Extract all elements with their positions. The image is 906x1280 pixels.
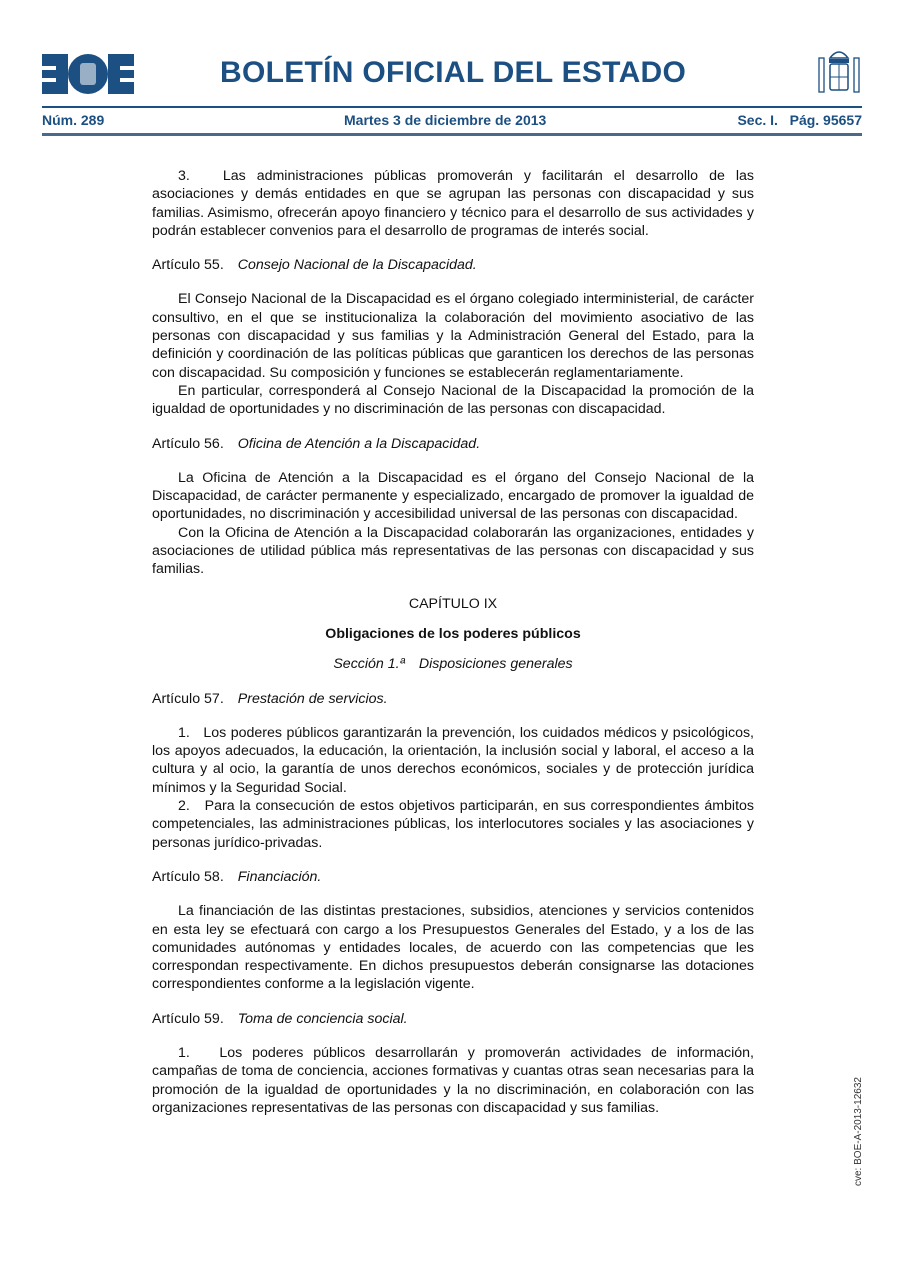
section-label: Sección 1.ª bbox=[333, 656, 405, 673]
article-label: Artículo 59. bbox=[152, 1010, 224, 1027]
document-body bbox=[152, 167, 758, 1117]
article-59-paragraph-1: 1. Los poderes públicos desarrollarán y promoverán actividades de información, campañas de toma de conciencia, acciones formativas y cuantas otras sean necesarias para la promoción de la igualdad de oportunidades y la no discriminación, en colaboración con las organizaciones representativas de las personas con discapacidad y sus familias. bbox=[152, 1044, 758, 1116]
article-label: Artículo 56. bbox=[152, 435, 224, 452]
article-57-paragraph-2: 2. Para la consecución de estos objetivos participarán, en sus correspondientes ámbitos competenciales, las administraciones públicas, los interlocutores sociales y las asociaciones y personas jurídico-privadas. bbox=[152, 798, 758, 851]
article-label: Artículo 58. bbox=[152, 868, 224, 885]
page-header bbox=[42, 44, 862, 136]
article-57-heading bbox=[152, 690, 754, 708]
article-57-paragraph-1: 1. Los poderes públicos garantizarán la prevención, los cuidados médicos y psicológicos, los apoyos adecuados, la educación, la orientación, la inclusión social y laboral, el acceso a la cultura y al ocio, la garantía de unos derechos económicos, sociales y de protección jurídica mínimos y la Seguridad Social. bbox=[152, 724, 758, 796]
boe-logo-icon bbox=[42, 54, 134, 94]
issue-number: Núm. 289 bbox=[42, 112, 105, 128]
article-title: Financiación. bbox=[237, 868, 322, 885]
article-58-paragraph-1: La financiación de las distintas prestaciones, subsidios, atenciones y servicios contenidos en esta ley se efectuará con cargo a los Presupuestos Generales del Estado, y a los de las comunidades autónomas y entidades locales, de acuerdo con las competencias que les correspondan respectivamente. En dichos presupuestos deberán consignarse las dotaciones correspondientes conforme a la legislación vigente. bbox=[152, 903, 754, 993]
article-title: Consejo Nacional de la Discapacidad. bbox=[237, 257, 477, 274]
article-title: Prestación de servicios. bbox=[237, 690, 388, 707]
article-56-paragraph-1: La Oficina de Atención a la Discapacidad es el órgano del Consejo Nacional de la Discapacidad, de carácter permanente y especializado, encargado de promover la igualdad de oportunidades, no discriminación y accesibilidad universal de las personas con discapacidad. bbox=[152, 469, 754, 523]
section-title: Disposiciones generales bbox=[418, 656, 573, 673]
article-59-heading bbox=[152, 1010, 754, 1028]
article-56-paragraph-2: Con la Oficina de Atención a la Discapacidad colaborarán las organizaciones, entidades y asociaciones de utilidad pública más representativas de las personas con discapacidad y sus familias. bbox=[152, 524, 754, 578]
chapter-label: CAPÍTULO IX bbox=[408, 595, 498, 612]
article-title: Oficina de Atención a la Discapacidad. bbox=[237, 435, 481, 452]
chapter-title: Obligaciones de los poderes públicos bbox=[325, 625, 581, 642]
header-rule-top bbox=[42, 106, 862, 108]
article-title: Toma de conciencia social. bbox=[237, 1010, 408, 1027]
article-55-paragraph-1: El Consejo Nacional de la Discapacidad es el órgano colegiado interministerial, de carácter consultivo, en el que se institucionaliza la colaboración del movimiento asociativo de las personas con discapacidad y sus familias y la Administración General del Estado, para la definición y coordinación de las políticas públicas que garanticen los derechos de las personas con discapacidad. Su composición y funciones se establecerán reglamentariamente. bbox=[152, 291, 754, 381]
article-55-heading bbox=[152, 256, 754, 274]
coat-of-arms-icon bbox=[816, 44, 862, 96]
page-title: BOLETÍN OFICIAL DEL ESTADO bbox=[220, 56, 687, 89]
article-56-heading bbox=[152, 435, 754, 453]
paragraph-intro: 3. Las administraciones públicas promoverán y facilitarán el desarrollo de las asociaciones y demás entidades en que se agrupan las personas con discapacidad y sus familias. Asimismo, ofrecerán apoyo financiero y técnico para el desarrollo de sus actividades y podrán establecer convenios para el desarrollo de programas de interés social. bbox=[152, 168, 758, 239]
article-label: Artículo 57. bbox=[152, 690, 224, 707]
header-rule-bottom bbox=[42, 133, 862, 136]
article-55-paragraph-2: En particular, corresponderá al Consejo Nacional de la Discapacidad la promoción de la igualdad de oportunidades y no discriminación de las personas con discapacidad. bbox=[152, 382, 754, 418]
section-page: Sec. I. Pág. 95657 bbox=[737, 112, 862, 128]
cve-identifier: cve: BOE-A-2013-12632 bbox=[853, 1077, 864, 1186]
issue-date: Martes 3 de diciembre de 2013 bbox=[344, 112, 547, 128]
article-58-heading bbox=[152, 868, 754, 886]
section-heading bbox=[152, 655, 754, 673]
article-label: Artículo 55. bbox=[152, 257, 224, 274]
